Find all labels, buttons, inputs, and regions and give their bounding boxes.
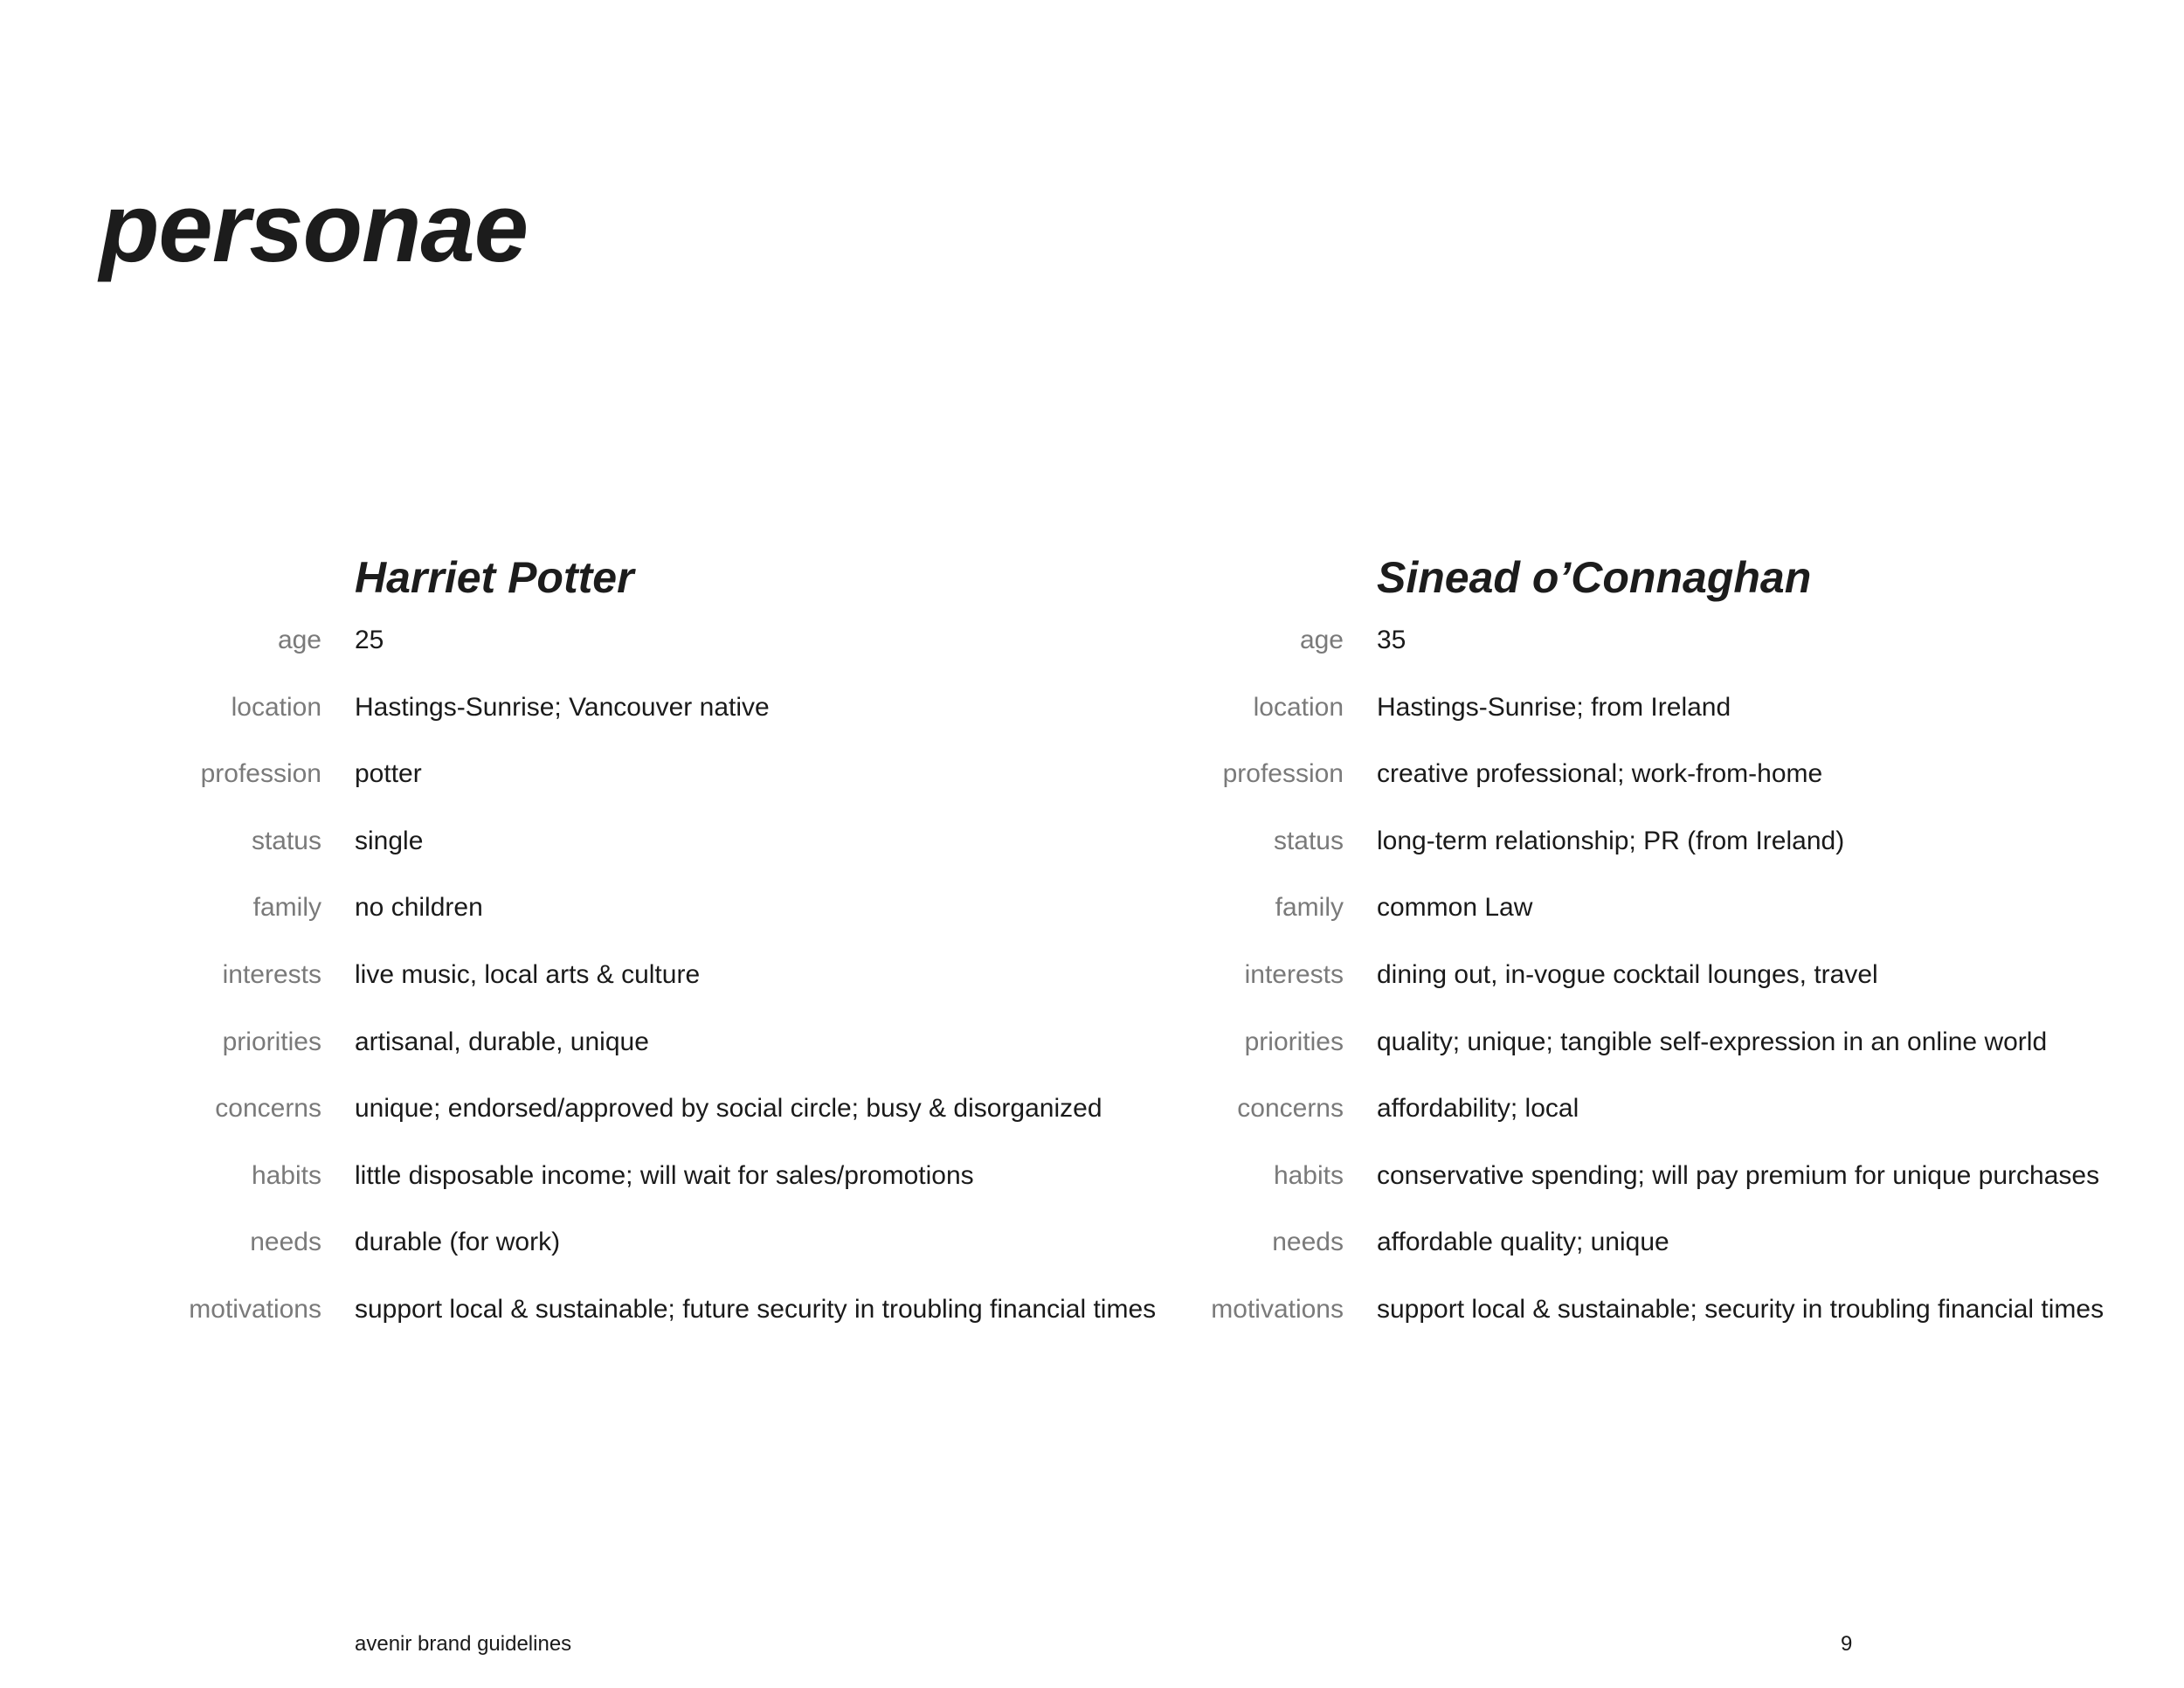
field-value: creative professional; work-from-home: [1377, 759, 1823, 789]
field-value: 25: [355, 626, 384, 654]
field-label: status: [251, 826, 321, 855]
field-label: motivations: [189, 1294, 321, 1324]
field-row-needs: [1022, 1228, 2184, 1295]
field-row-profession: [1022, 759, 2184, 827]
footer-document-title: avenir brand guidelines: [355, 1632, 572, 1656]
field-label: concerns: [1237, 1094, 1344, 1124]
field-label: needs: [250, 1228, 321, 1257]
field-value: conservative spending; will pay premium for unique purchases: [1377, 1160, 2100, 1190]
field-row-habits: [1022, 1161, 2184, 1228]
page-number: 9: [1841, 1632, 1853, 1656]
field-label: interests: [222, 959, 321, 989]
field-value: dining out, in-vogue cocktail lounges, travel: [1377, 959, 1878, 989]
field-row-family: [1022, 893, 2184, 960]
page-title: personae: [100, 173, 528, 282]
field-label: location: [231, 692, 321, 722]
field-value: unique; endorsed/approved by social circle; busy & disorganized: [355, 1094, 1102, 1124]
field-label: status: [1273, 826, 1344, 855]
field-label: family: [252, 893, 321, 923]
field-label: habits: [1273, 1160, 1344, 1190]
persona-name: Sinead o’Connaghan: [1377, 553, 1812, 602]
persona-name: Harriet Potter: [355, 553, 634, 602]
field-label: concerns: [215, 1094, 321, 1124]
field-label: interests: [1244, 959, 1344, 989]
field-value: 35: [1377, 626, 1406, 654]
field-value: common Law: [1377, 893, 1533, 923]
field-label: motivations: [1211, 1294, 1344, 1324]
field-label: priorities: [222, 1027, 321, 1056]
field-row-concerns: [1022, 1094, 2184, 1161]
field-row-location: [1022, 693, 2184, 760]
field-label: age: [1299, 626, 1344, 654]
field-value: no children: [355, 893, 483, 923]
field-row-age: [1022, 626, 2184, 693]
field-value: Hastings-Sunrise; Vancouver native: [355, 692, 770, 722]
persona-details: [1022, 626, 2184, 1362]
field-value: Hastings-Sunrise; from Ireland: [1377, 692, 1731, 722]
field-label: habits: [251, 1160, 321, 1190]
field-value: affordable quality; unique: [1377, 1228, 1669, 1257]
field-value: quality; unique; tangible self-expression in an online world: [1377, 1027, 2048, 1056]
field-value: potter: [355, 759, 422, 789]
field-value: support local & sustainable; security in troubling financial times: [1377, 1294, 2105, 1324]
field-value: support local & sustainable; future security in troubling financial times: [355, 1294, 1157, 1324]
field-label: profession: [1222, 759, 1344, 789]
field-value: artisanal, durable, unique: [355, 1027, 649, 1056]
field-value: live music, local arts & culture: [355, 959, 701, 989]
field-value: long-term relationship; PR (from Ireland): [1377, 826, 1845, 855]
field-row-interests: [1022, 960, 2184, 1027]
field-label: age: [277, 626, 321, 654]
field-value: durable (for work): [355, 1228, 561, 1257]
field-label: needs: [1272, 1228, 1344, 1257]
field-row-motivations: [1022, 1295, 2184, 1362]
field-value: single: [355, 826, 424, 855]
field-value: affordability; local: [1377, 1094, 1579, 1124]
field-value: little disposable income; will wait for sales/promotions: [355, 1160, 974, 1190]
field-label: profession: [200, 759, 321, 789]
field-row-status: [1022, 827, 2184, 894]
field-label: family: [1275, 893, 1344, 923]
field-label: location: [1253, 692, 1344, 722]
field-row-priorities: [1022, 1027, 2184, 1095]
field-label: priorities: [1244, 1027, 1344, 1056]
